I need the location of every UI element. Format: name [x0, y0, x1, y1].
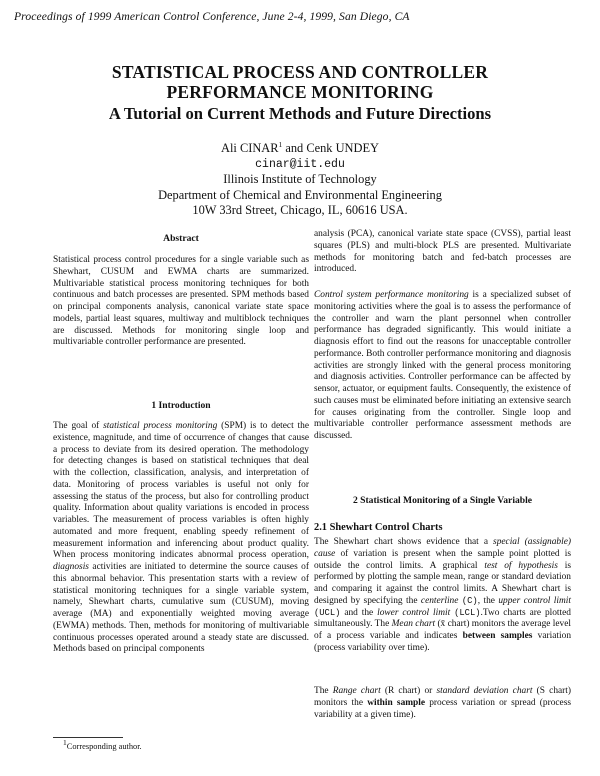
- shewhart-subheading: 2.1 Shewhart Control Charts: [314, 522, 443, 533]
- controller-monitoring-paragraph: Control system performance monitoring is a specialized subset of monitoring activities where the goal is to assess the performance of the controller and warn the plant personnel when controller performance has degraded significantly. This would initiate a diagnosis effort to find out the reasons for unacceptable controller performance. Both controller performance monitoring and diagnosis activities are strongly linked with the general process monitoring and diagnosis activities. Controller performance can be affected by sensor, actuator, or equipment faults. Consequently, the existence of such causes must be eliminated before initiating an extensive search for causes originating from the controller. Single loop and multivariable controller performance assessment methods are discussed.: [314, 290, 571, 441]
- shewhart-paragraph-2: The Range chart (R chart) or standard deviation chart (S chart) monitors the within sample process variation or spread (process variability at a given time).: [314, 686, 572, 720]
- abstract-text: Statistical process control procedures for a single variable such as Shewhart, CUSUM and EWMA charts are summarized. Multivariable statistical process monitoring techniques for both continuous and batch processes are presented. SPM methods based on principal components analysis, canonical variate state space models, partial least squares, multiway and multiblock techniques are discussed. Methods for monitoring single loop and multivariable controller performance are presented.: [53, 255, 309, 348]
- title-line-2: PERFORMANCE MONITORING: [166, 82, 434, 102]
- author-block: [0, 137, 600, 219]
- introduction-continued: analysis (PCA), canonical variate state space (CVSS), partial least squares (PLS) and multi-block PLS are presented. Multivariate methods for monitoring batch and fed-batch processes are introduced.: [314, 229, 571, 275]
- introduction-paragraph: The goal of statistical process monitoring (SPM) is to detect the existence, magnitude, and time of occurrence of changes that cause a process to deviate from its desired operation. The methodology for detecting changes is based on statistical techniques that deal with the collection, classification, analysis, and interpretation of data. Monitoring of process variables is useful not only for assessing the status of the process, but also for controlling product quality. Information about quality variations is encoded in process variables. The measurement of process variables is often highly automated and more frequent, enabling speedy refinement of measurement information and inferencing about product quality. When process monitoring indicates abnormal process operation, diagnosis activities are initiated to determine the source causes of this abnormal behavior. This presentation starts with a review of statistical monitoring techniques for a single variable system, namely, Shewhart charts, cumulative sum (CUSUM), moving average (MA) and exponentially weighted moving average (EWMA) methods. Then, methods for monitoring of multivariable continuous processes operated around a steady state are discussed. Methods based on principal components: [53, 421, 309, 655]
- proceedings-header: Proceedings of 1999 American Control Conference, June 2-4, 1999, San Diego, CA: [14, 10, 410, 23]
- abstract-heading: Abstract: [163, 233, 199, 244]
- author-names: Ali CINAR$^1$ and Cenk UNDEY: [221, 140, 379, 156]
- author-institution: Illinois Institute of Technology: [223, 172, 377, 187]
- subtitle: A Tutorial on Current Methods and Future Directions: [108, 104, 492, 123]
- section2-heading: 2 Statistical Monitoring of a Single Variable: [352, 495, 533, 506]
- introduction-heading: 1 Introduction: [151, 400, 211, 411]
- author-department: Department of Chemical and Environmental Engineering: [158, 187, 442, 202]
- shewhart-paragraph-1: The Shewhart chart shows evidence that a special (assignable) cause of variation is present when the sample point plotted is outside the control limits. A graphical test of hypothesis is performed by plotting the sample mean, range or standard deviation and comparing it against the control limits. A Shewhart chart is designed by specifying the centerline (C), the upper control limit (UCL) and the lower control limit (LCL).Two charts are plotted simultaneously. The Mean chart (x̄ chart) monitors the average level of a process variable and indicates between samples variation (process variability over time).: [314, 537, 572, 653]
- author-address: 10W 33rd Street, Chicago, IL, 60616 USA.: [192, 203, 408, 218]
- title-line-1: STATISTICAL PROCESS AND CONTROLLER: [111, 62, 489, 82]
- author-email: cinar@iit.edu: [255, 157, 345, 171]
- footnote: $^1$Corresponding author.: [63, 738, 142, 751]
